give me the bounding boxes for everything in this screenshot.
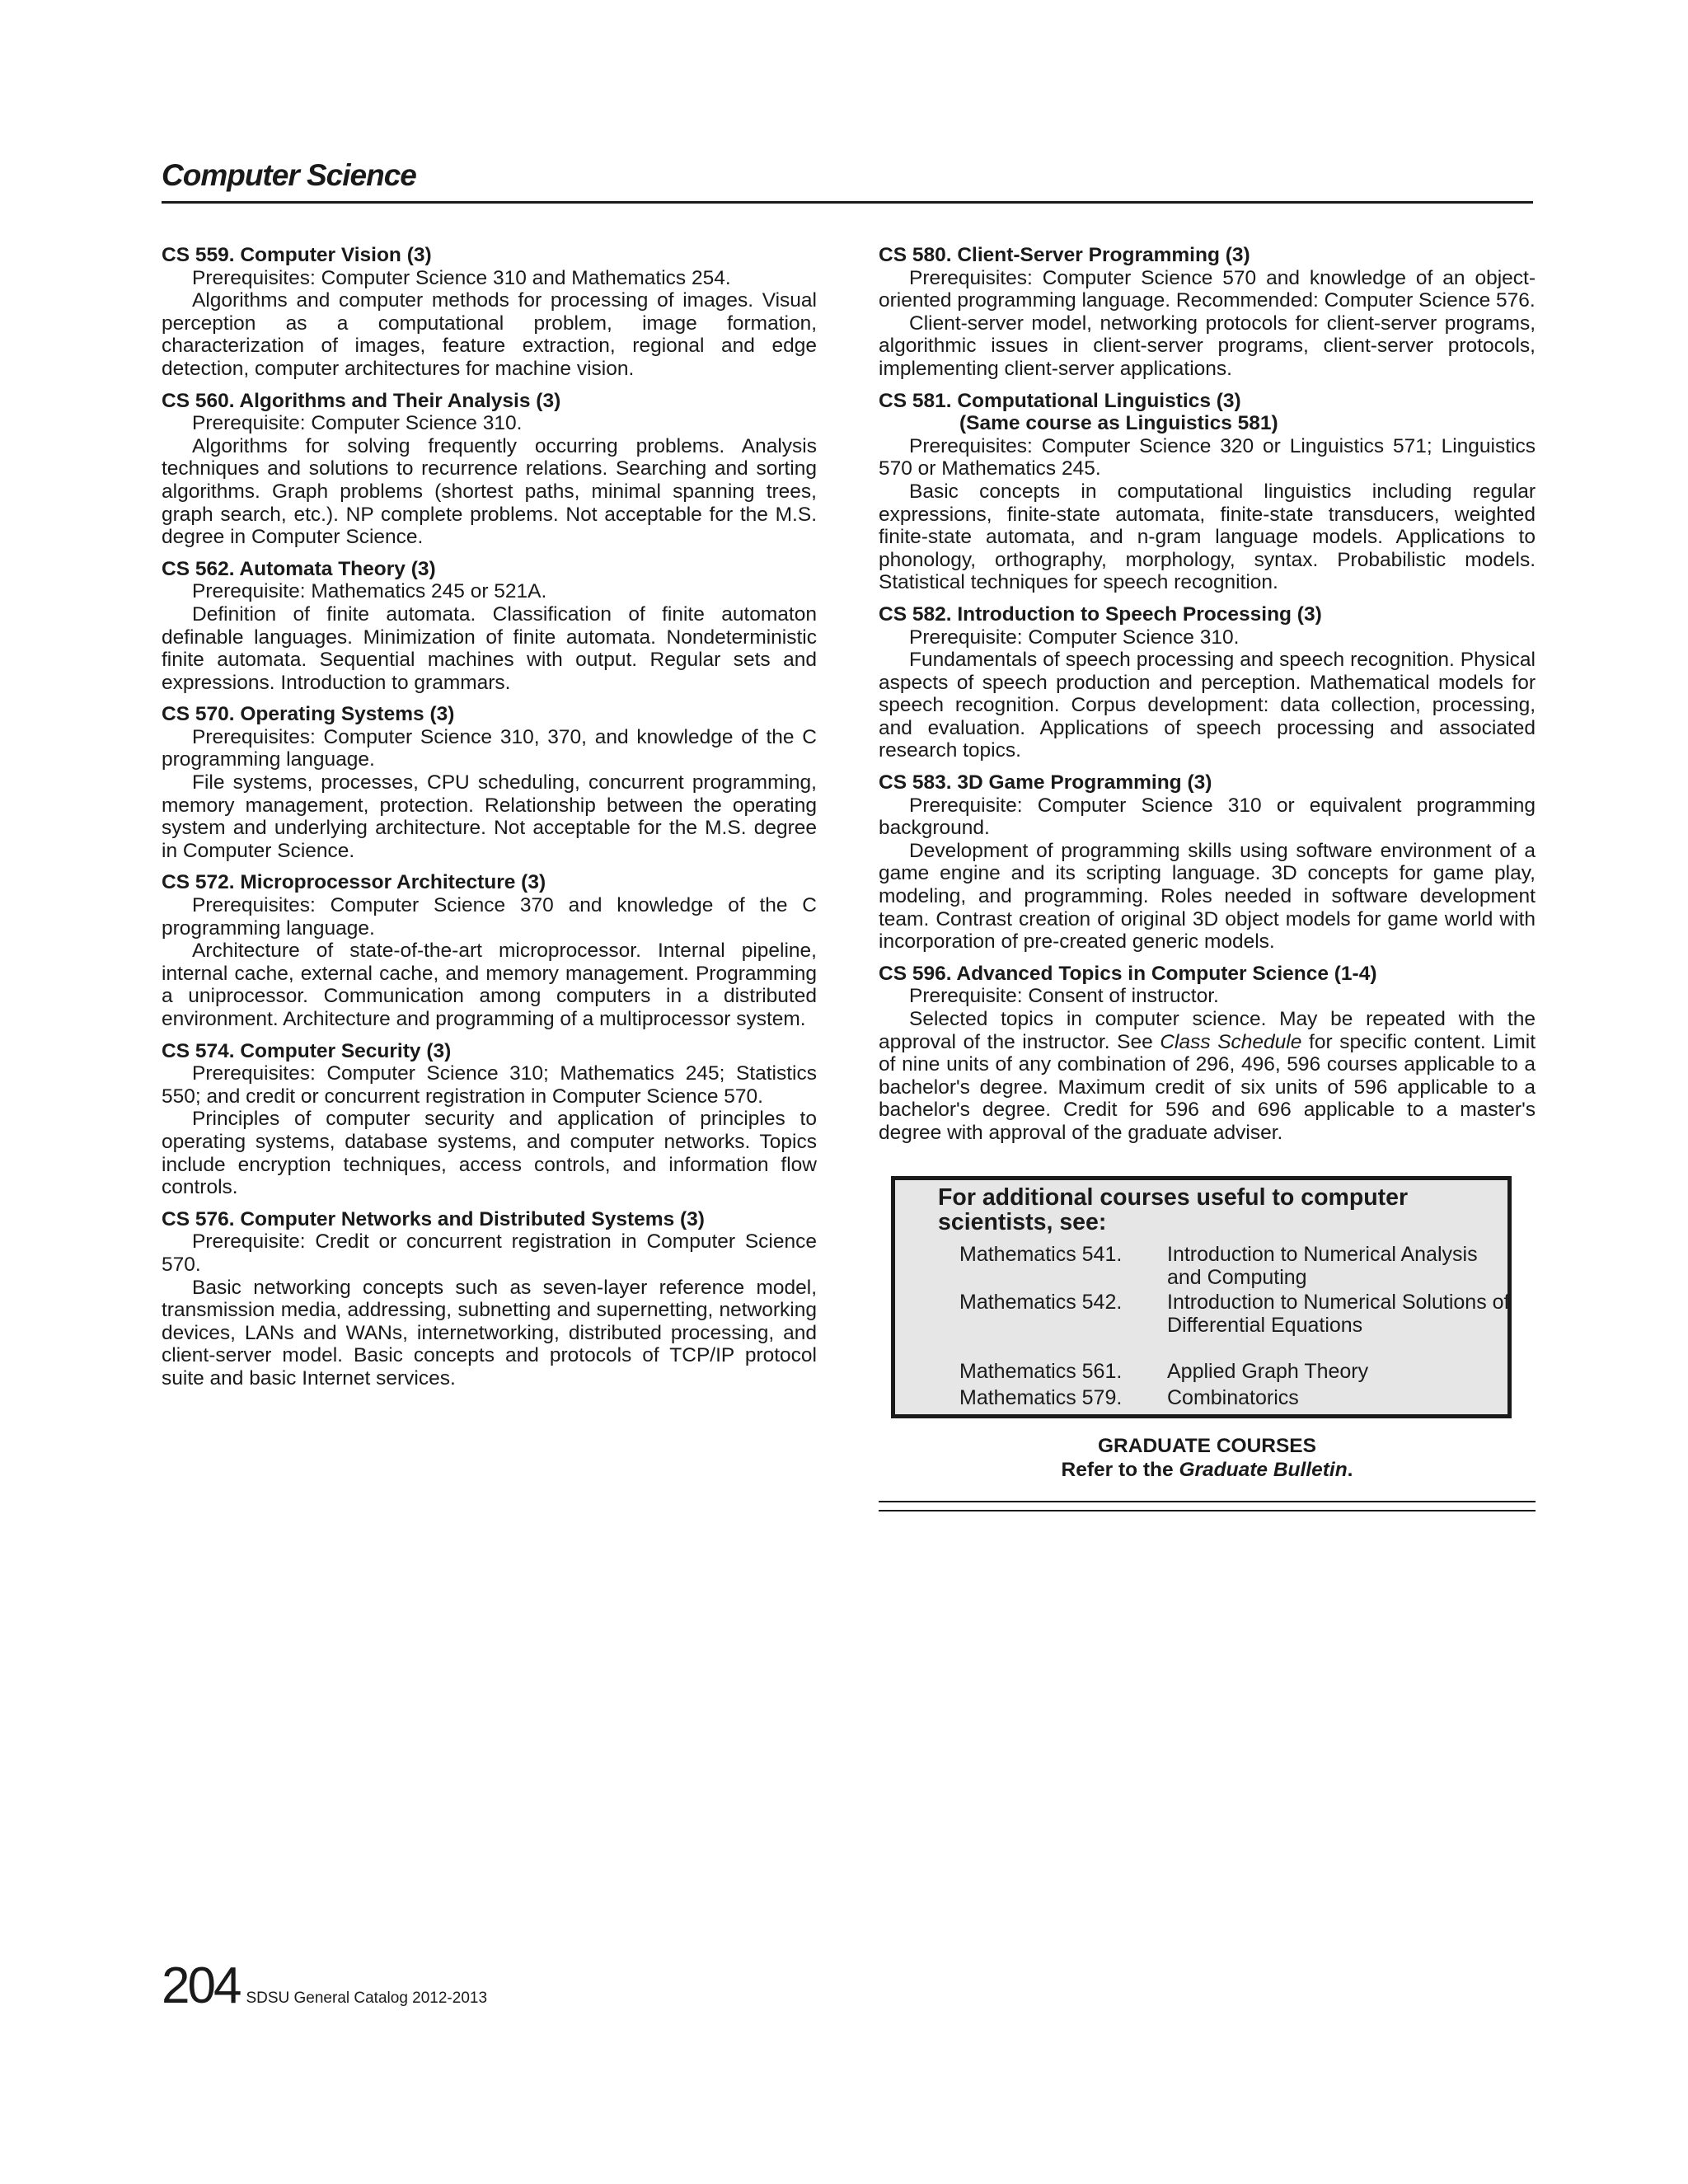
course-description: Architecture of state-of-the-art microprocessor. Internal pipeline, internal cache, external cache, and memory management. Programming a uniprocessor. Communication among computers in a distributed environment. Architecture and programming of a multiprocessor system. — [162, 940, 817, 1030]
course-description: Fundamentals of speech processing and speech recognition. Physical aspects of speech production and perception. Mathematical models for speech recognition. Corpus development: data collection, processing, and evaluation. Applications of speech processing and associated research topics. — [879, 649, 1536, 762]
course-entry-cs574 — [162, 1040, 817, 1199]
related-course-number: Mathematics 541. — [959, 1243, 1123, 1266]
course-entry-cs570 — [162, 703, 817, 862]
right-column — [879, 244, 1536, 1154]
related-course-title: Combinatorics — [1167, 1386, 1299, 1409]
bulletin-title: Graduate Bulletin — [1179, 1459, 1348, 1481]
course-cross-listing: (Same course as Linguistics 581) — [959, 412, 1278, 435]
course-prerequisite: Prerequisites: Computer Science 320 or Linguistics 571; Linguistics 570 or Mathematics 245. — [879, 434, 1536, 480]
course-prerequisite: Prerequisites: Computer Science 370 and knowledge of the C programming language. — [162, 894, 817, 940]
course-description: Algorithms for solving frequently occurring problems. Analysis techniques and solutions to recurrence relations. Searching and sorting algorithms. Graph problems (shortest paths, minimal spanning trees, graph search, etc.). NP complete problems. Not acceptable for the M.S. degree in Computer Science. — [162, 434, 817, 549]
course-title: CS 559. Computer Vision (3) — [162, 244, 432, 266]
course-prerequisite: Prerequisites: Computer Science 570 and knowledge of an object- oriented programming language. Recommended: Computer Science 576. — [879, 266, 1536, 312]
course-entry-cs576 — [162, 1208, 817, 1390]
course-entry-cs581 — [879, 390, 1536, 594]
course-title: CS 582. Introduction to Speech Processing (3) — [879, 602, 1322, 626]
course-prerequisite: Prerequisite: Consent of instructor. — [909, 985, 1219, 1008]
course-entry-cs596 — [879, 963, 1536, 1145]
course-description: Client-server model, networking protocols for client-server programs, algorithmic issues in client-server programs, client-server protocols, implementing client-server applications. — [879, 312, 1536, 380]
box-heading: For additional courses useful to computer scientists, see: — [938, 1184, 1409, 1235]
course-prerequisite: Prerequisites: Computer Science 310; Mathematics 245; Statistics 550; and credit or concurrent registration in Computer Science 570. — [162, 1062, 817, 1108]
course-title: CS 576. Computer Networks and Distributed Systems (3) — [162, 1207, 705, 1230]
course-title: CS 570. Operating Systems (3) — [162, 703, 455, 726]
course-entry-cs582 — [879, 603, 1536, 762]
course-description: Development of programming skills using software environment of a game engine and its scripting language. 3D concepts for game play, modeling, and programming. Roles needed in software development team. Contrast creation of original 3D object models for game world with incorporation of pre-created generic models. — [879, 839, 1536, 954]
page-number: 204 — [162, 1957, 240, 2014]
reference-punctuation: . — [1347, 1459, 1353, 1481]
course-entry-cs583 — [879, 771, 1536, 954]
course-title: CS 581. Computational Linguistics (3) — [879, 389, 1241, 412]
description-text: for specific content. Limit of nine units of any combination of 296, 496, 596 courses applicable to a bachelor's degree. Maximum credit of six units of 596 applicable to a bachelor's degree. Credit for 596 and 696 applicable to a master's degree with approval of the graduate adviser. — [879, 1030, 1536, 1144]
course-description — [879, 1008, 1536, 1145]
class-schedule-reference: Class Schedule — [1160, 1030, 1302, 1053]
course-prerequisite: Prerequisites: Computer Science 310 and Mathematics 254. — [192, 266, 731, 289]
left-column — [162, 244, 817, 1399]
course-prerequisite: Prerequisite: Credit or concurrent registration in Computer Science 570. — [162, 1230, 817, 1276]
course-prerequisite: Prerequisites: Computer Science 310, 370, and knowledge of the C programming language. — [162, 725, 817, 771]
course-description: Definition of finite automata. Classification of finite automaton definable languages. Minimization of finite automata. Nondeterministic finite automata. Sequential machines with output. Regular sets and expressions. Introduction to grammars. — [162, 602, 817, 694]
course-description: File systems, processes, CPU scheduling, concurrent programming, memory management, protection. Relationship between the operating system and underlying architecture. Not acceptable for the M.S. degree in Computer Science. — [162, 771, 817, 862]
additional-courses-box — [891, 1176, 1512, 1418]
related-course-title: Introduction to Numerical Analysis and Computing — [1167, 1243, 1478, 1289]
related-course-title: Applied Graph Theory — [1167, 1360, 1369, 1383]
course-description: Algorithms and computer methods for processing of images. Visual perception as a computational problem, image formation, characterization of images, feature extraction, regional and edge detection, computer architectures for machine vision. — [162, 289, 817, 380]
course-title: CS 596. Advanced Topics in Computer Science (1-4) — [879, 962, 1377, 985]
course-title: CS 560. Algorithms and Their Analysis (3) — [162, 389, 561, 412]
related-course-number: Mathematics 579. — [959, 1386, 1123, 1409]
course-title: CS 574. Computer Security (3) — [162, 1039, 452, 1062]
graduate-bulletin-reference — [879, 1458, 1536, 1482]
catalog-name: SDSU General Catalog 2012-2013 — [246, 1990, 488, 2007]
related-course-title: Introduction to Numerical Solutions of Differential Equations — [1167, 1291, 1510, 1337]
course-prerequisite: Prerequisite: Computer Science 310. — [192, 412, 523, 435]
graduate-courses-heading: GRADUATE COURSES — [1098, 1435, 1316, 1457]
course-description: Basic networking concepts such as seven-layer reference model, transmission media, addressing, subnetting and supernetting, networking devices, LANs and WANs, internetworking, distributed processing, and client-server model. Basic concepts and protocols of TCP/IP protocol suite and basic Internet services. — [162, 1276, 817, 1390]
course-prerequisite: Prerequisite: Computer Science 310. — [909, 626, 1240, 649]
section-end-rule — [879, 1510, 1536, 1511]
related-course-number: Mathematics 542. — [959, 1291, 1123, 1314]
header-divider — [162, 201, 1533, 204]
reference-text: Refer to the — [1061, 1459, 1174, 1481]
course-title: CS 580. Client-Server Programming (3) — [879, 244, 1250, 266]
course-title: CS 562. Automata Theory (3) — [162, 557, 436, 580]
section-end-rule — [879, 1501, 1536, 1502]
related-course-number: Mathematics 561. — [959, 1360, 1123, 1383]
page-section-title: Computer Science — [162, 158, 416, 192]
course-description: Principles of computer security and application of principles to operating systems, database systems, and computer networks. Topics include encryption techniques, access controls, and information flow controls. — [162, 1108, 817, 1199]
course-description: Basic concepts in computational linguistics including regular expressions, finite-state automata, finite-state transducers, weighted finite-state automata, and n-gram language models. Applications to phonology, orthography, morphology, syntax. Probabilistic models. Statistical techniques for speech recognition. — [879, 480, 1536, 594]
course-entry-cs580 — [879, 244, 1536, 381]
course-prerequisite: Prerequisite: Computer Science 310 or equivalent programming background. — [879, 794, 1536, 840]
description-text: Selected topics in computer science. May be repeated with the approval of the instructor. See — [879, 1008, 1536, 1053]
course-entry-cs562 — [162, 558, 817, 695]
course-title: CS 572. Microprocessor Architecture (3) — [162, 871, 546, 894]
course-title: CS 583. 3D Game Programming (3) — [879, 771, 1212, 794]
course-entry-cs559 — [162, 244, 817, 381]
graduate-courses-note — [879, 1434, 1536, 1482]
course-entry-cs572 — [162, 871, 817, 1030]
course-entry-cs560 — [162, 390, 817, 549]
page-footer — [162, 1957, 487, 2015]
course-prerequisite: Prerequisite: Mathematics 245 or 521A. — [192, 580, 547, 603]
